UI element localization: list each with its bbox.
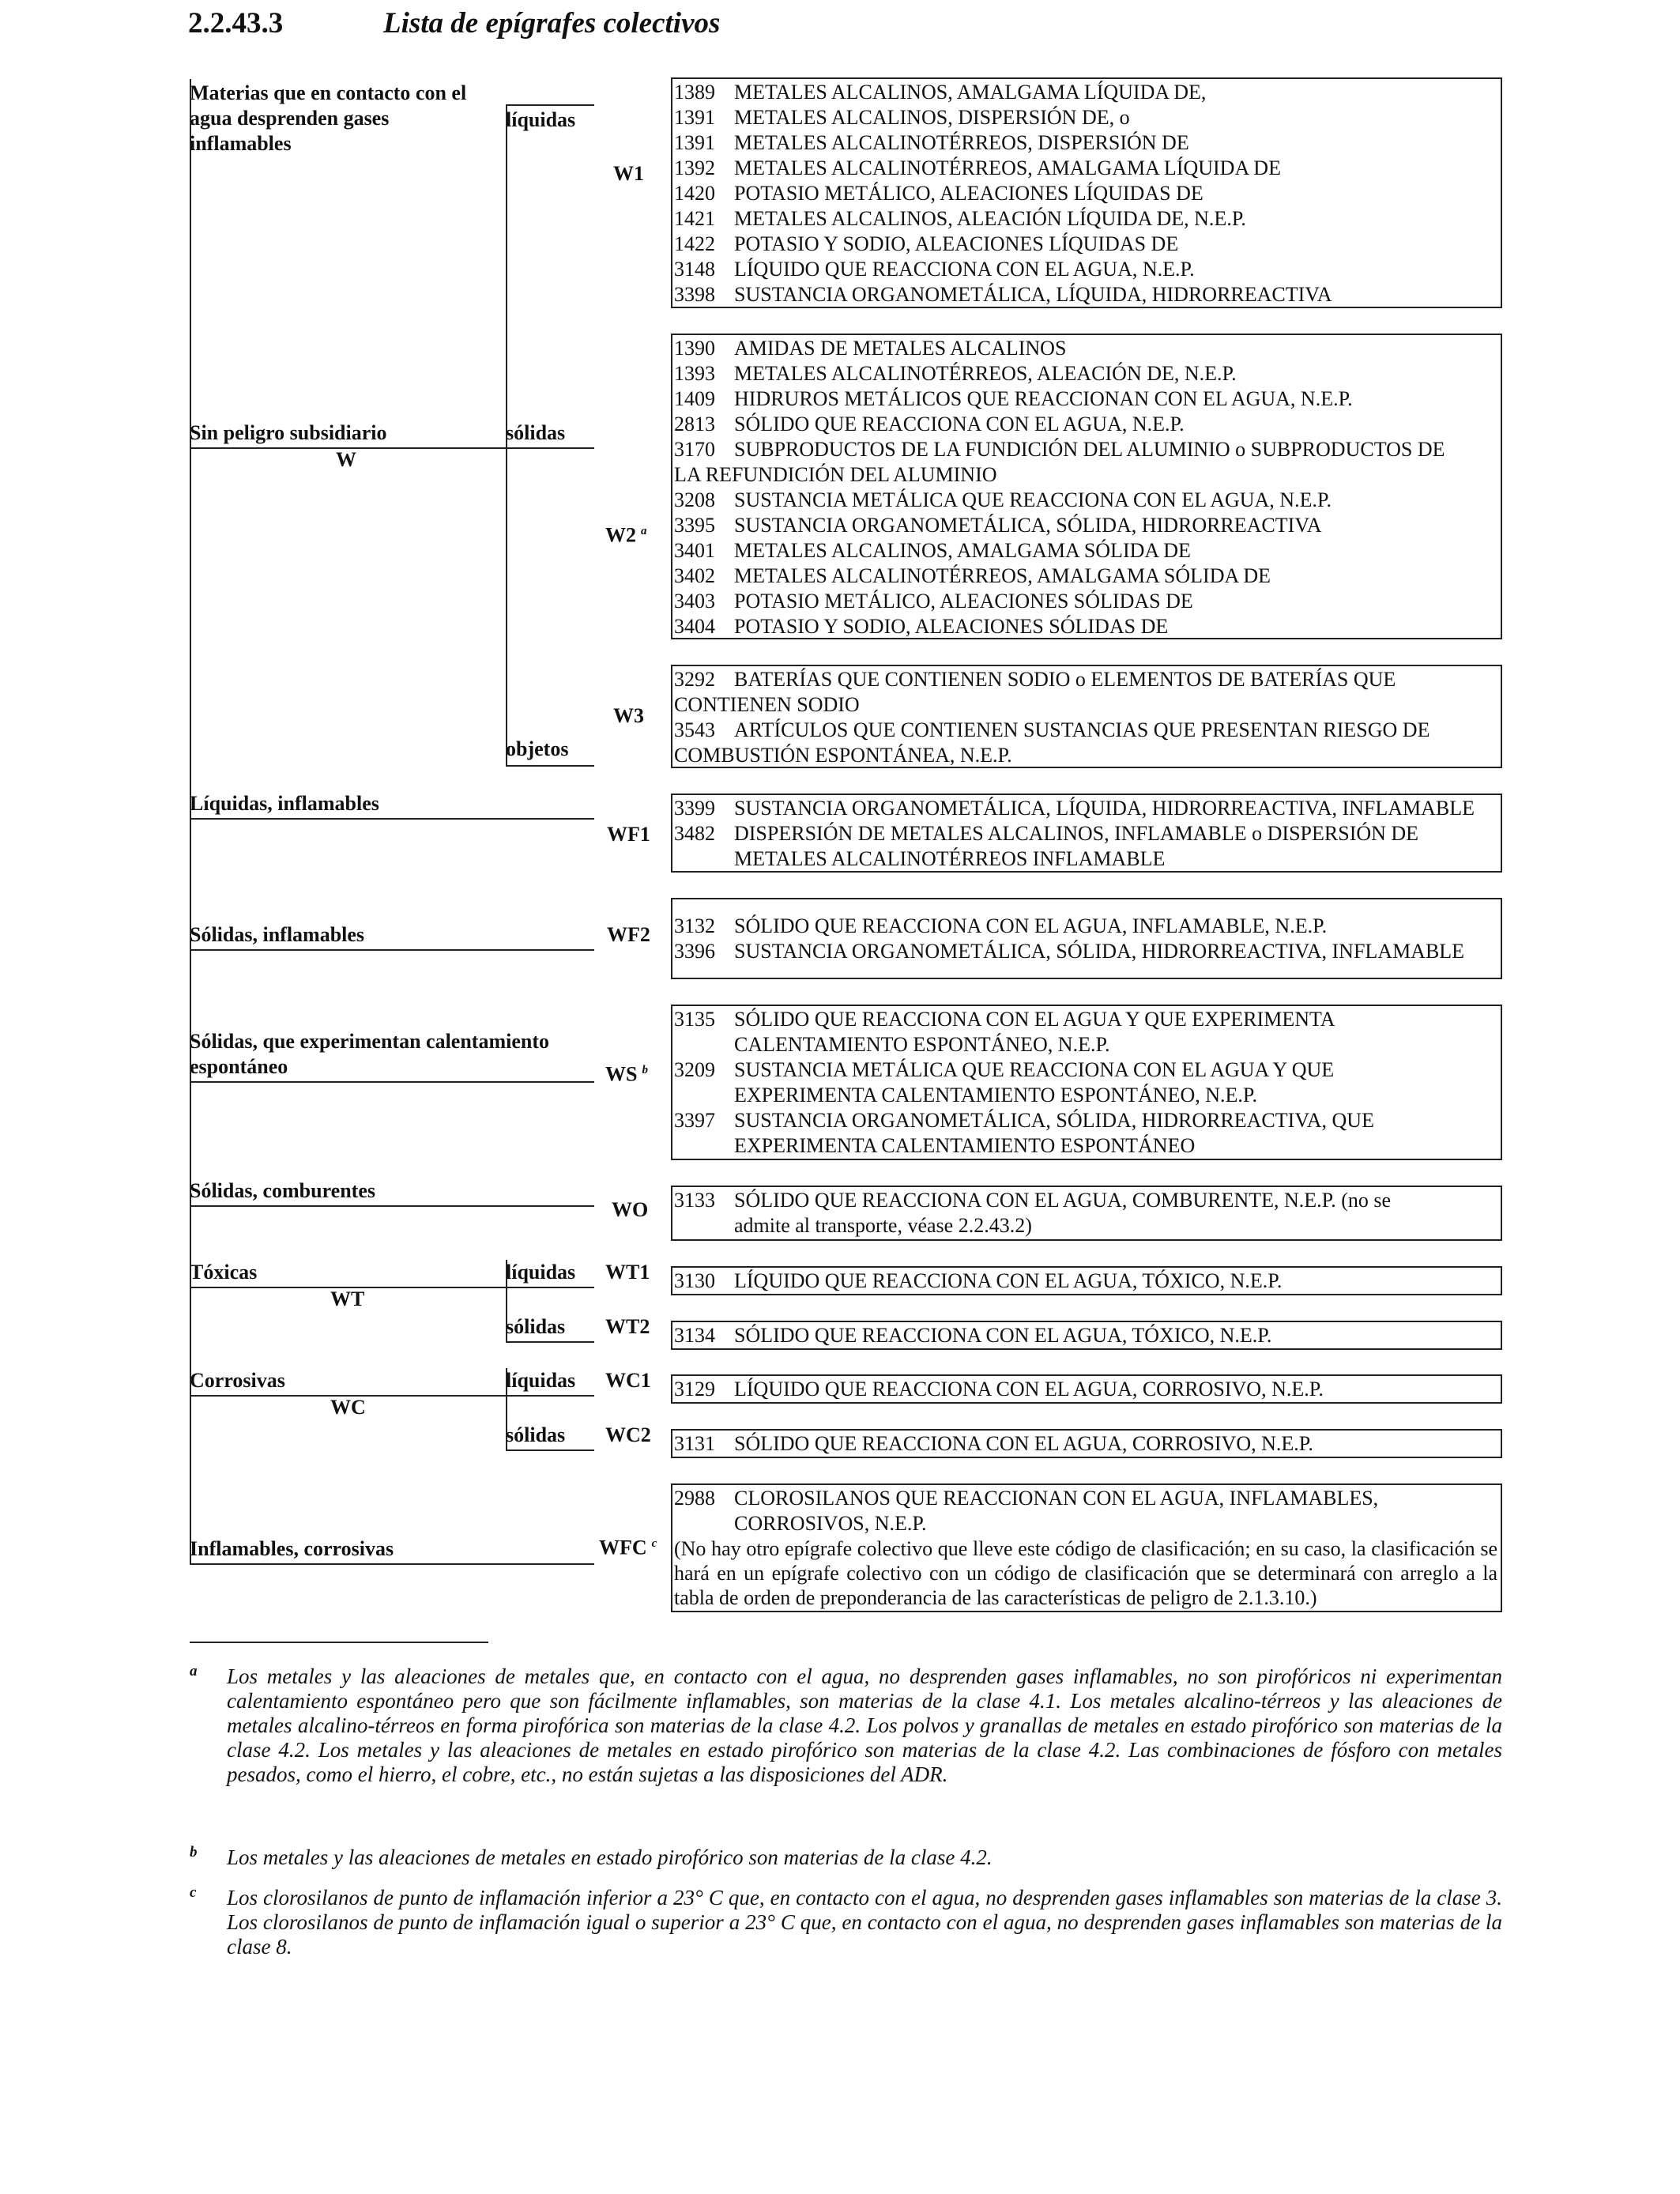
entry-row (674, 796, 1501, 821)
un-number: 3397 (674, 1109, 715, 1132)
entry-text: SÓLIDO QUE REACCIONA CON EL AGUA, TÓXICO, N.E.P. (734, 1324, 1272, 1347)
box-ws (671, 1005, 1502, 1160)
entry-row (674, 914, 1501, 939)
entry-text: METALES ALCALINOTÉRREOS INFLAMABLE (734, 847, 1166, 870)
un-number: 3209 (674, 1058, 715, 1081)
entry-text: POTASIO METÁLICO, ALEACIONES LÍQUIDAS DE (734, 182, 1203, 205)
un-number: 3130 (674, 1269, 715, 1292)
entry-row (674, 939, 1501, 964)
entry-row (674, 1323, 1501, 1348)
solidas-calentamiento-label-1: Sólidas, que experimentan calentamiento (190, 1030, 549, 1053)
entry-text: AMIDAS DE METALES ALCALINOS (734, 337, 1067, 360)
entry-row (674, 1431, 1501, 1457)
wfc-note: (No hay otro epígrafe colectivo que lleve este código de clasificación; en su caso, la clasificación se hará en un epígrafe colectivo con un código de clasificación que se determinará con arreglo a la tabla de orden de preponderancia de las características de peligro de 2.1.3.10.) (674, 1537, 1497, 1609)
entry-row (674, 821, 1501, 846)
code-wc2: WC2 (605, 1423, 651, 1446)
code-w2: W2 $^a$ (605, 523, 647, 547)
entry-text: CLOROSILANOS QUE REACCIONAN CON EL AGUA, INFLAMABLES, (734, 1487, 1379, 1510)
tree-w-trunk (506, 104, 507, 767)
footnote-a-mark: a (190, 1663, 198, 1679)
un-number: 1422 (674, 232, 715, 255)
un-number: 2813 (674, 413, 715, 435)
entry-row (674, 846, 1501, 872)
entry-row (674, 589, 1501, 614)
footnote-c: Los clorosilanos de punto de inflamación inferior a 23° C que, en contacto con el agua, no desprenden gases inflamables son materias de la clase 3. Los clorosilanos de punto de inflamación igual o superior a 23° C que, en contacto con el agua, no desprenden gases inflamables son materias de la clase 8. (227, 1886, 1502, 1958)
un-number: 3135 (674, 1008, 715, 1031)
corrosivas-liquidas-label: líquidas (506, 1369, 576, 1392)
code-wfc: WFC $^c$ (599, 1536, 657, 1559)
entry-row (674, 1486, 1497, 1511)
w-solidas-label: sólidas (506, 421, 566, 444)
code-wo: WO (612, 1198, 649, 1221)
un-number: 3131 (674, 1432, 715, 1455)
toxicas-solidas-label: sólidas (506, 1315, 566, 1338)
entry-row (674, 1377, 1501, 1402)
solidas-inflamables-label: Sólidas, inflamables (190, 923, 365, 946)
entry-row (674, 1083, 1501, 1108)
footnote-ref-c: c (651, 1537, 657, 1550)
un-number: 1421 (674, 207, 715, 230)
entry-row (674, 1511, 1497, 1536)
entry-text: SUSTANCIA METÁLICA QUE REACCIONA CON EL AGUA, N.E.P. (734, 488, 1332, 511)
un-number: 3401 (674, 539, 715, 562)
un-number: 3148 (674, 258, 715, 281)
un-number: 3170 (674, 438, 715, 461)
tree-w-liquidas-line (506, 104, 594, 106)
entry-row (674, 718, 1501, 743)
wt-class-label: WT (330, 1287, 365, 1310)
entry-text: POTASIO Y SODIO, ALEACIONES LÍQUIDAS DE (734, 232, 1179, 255)
entry-row (674, 1032, 1501, 1057)
entry-text: DISPERSIÓN DE METALES ALCALINOS, INFLAMABLE o DISPERSIÓN DE (734, 822, 1419, 845)
entry-text: METALES ALCALINOTÉRREOS, ALEACIÓN DE, N.E.P. (734, 362, 1237, 385)
un-number: 2988 (674, 1487, 715, 1510)
entry-row (674, 614, 1501, 639)
un-number: 1409 (674, 387, 715, 410)
box-w3 (671, 665, 1502, 768)
tree-wc2-line (506, 1449, 594, 1451)
entry-row (674, 462, 1501, 488)
entry-row (674, 1133, 1501, 1159)
entry-row (674, 105, 1501, 130)
un-number: 3399 (674, 797, 715, 820)
entry-text: SÓLIDO QUE REACCIONA CON EL AGUA, CORROSIVO, N.E.P. (734, 1432, 1313, 1455)
un-number: 3129 (674, 1378, 715, 1400)
entry-row (674, 564, 1501, 589)
entry-text: METALES ALCALINOS, AMALGAMA SÓLIDA DE (734, 539, 1191, 562)
footnote-ref-a: a (641, 525, 647, 537)
un-number: 3482 (674, 822, 715, 845)
entry-text: LÍQUIDO QUE REACCIONA CON EL AGUA, N.E.P. (734, 258, 1195, 281)
un-number: 1389 (674, 81, 715, 104)
tree-w-solidas-line (506, 447, 594, 449)
entry-row (674, 386, 1501, 412)
code-w1: W1 (613, 162, 644, 185)
entry-row (674, 282, 1501, 307)
entry-row (674, 412, 1501, 437)
tree-solidas-inflamables-line (190, 949, 594, 951)
tree-toxicas-line (190, 1287, 506, 1288)
un-number: 3403 (674, 590, 715, 613)
entry-text: SUBPRODUCTOS DE LA FUNDICIÓN DEL ALUMINIO o SUBPRODUCTOS DE (734, 438, 1445, 461)
root-label-line3: inflamables (190, 132, 292, 155)
box-w1 (671, 77, 1502, 308)
code-wt2: WT2 (605, 1315, 650, 1338)
entry-row (674, 488, 1501, 513)
tree-solidas-calentamiento-line (190, 1081, 594, 1083)
entry-text: CALENTAMIENTO ESPONTÁNEO, N.E.P. (734, 1033, 1110, 1056)
entry-row (674, 1007, 1501, 1032)
entry-text: METALES ALCALINOTÉRREOS, AMALGAMA LÍQUIDA DE (734, 156, 1281, 179)
section-title: Lista de epígrafes colectivos (383, 7, 721, 40)
un-number: 3398 (674, 283, 715, 306)
tree-sin-peligro-line (190, 447, 506, 449)
tree-inflamables-corrosivas-line (190, 1563, 594, 1565)
un-number: 3402 (674, 564, 715, 587)
entry-text: SUSTANCIA METÁLICA QUE REACCIONA CON EL AGUA Y QUE (734, 1058, 1335, 1081)
wc-class-label: WC (330, 1396, 366, 1419)
entry-text: ARTÍCULOS QUE CONTIENEN SUSTANCIAS QUE PRESENTAN RIESGO DE (734, 718, 1430, 741)
root-label-line2: agua desprenden gases (190, 107, 390, 130)
entry-text: HIDRUROS METÁLICOS QUE REACCIONAN CON EL AGUA, N.E.P. (734, 387, 1353, 410)
entry-text: POTASIO Y SODIO, ALEACIONES SÓLIDAS DE (734, 615, 1169, 638)
entry-row (674, 1188, 1501, 1213)
tree-wc-trunk (506, 1368, 507, 1450)
code-ws: WS $^b$ (605, 1062, 648, 1086)
w-liquidas-label: líquidas (506, 108, 576, 131)
corrosivas-solidas-label: sólidas (506, 1423, 566, 1446)
entry-row (674, 538, 1501, 564)
entry-row (674, 437, 1501, 462)
entry-row (674, 181, 1501, 206)
entry-text: METALES ALCALINOS, ALEACIÓN LÍQUIDA DE, N.E.P. (734, 207, 1246, 230)
solidas-calentamiento-label-2: espontáneo (190, 1055, 288, 1078)
un-number: 1391 (674, 131, 715, 154)
entry-text: METALES ALCALINOS, DISPERSIÓN DE, o (734, 106, 1130, 129)
code-w3: W3 (613, 704, 644, 727)
toxicas-label: Tóxicas (190, 1261, 258, 1284)
w-objetos-label: objetos (506, 737, 569, 760)
root-label-line1: Materias que en contacto con el (190, 81, 467, 104)
inflamables-corrosivas-label: Inflamables, corrosivas (190, 1537, 394, 1560)
entry-row (674, 336, 1501, 361)
box-wfc (671, 1483, 1502, 1612)
solidas-comburentes-label: Sólidas, comburentes (190, 1179, 375, 1202)
tree-solidas-comburentes-line (190, 1205, 594, 1207)
entry-row (674, 80, 1501, 105)
entry-text: LÍQUIDO QUE REACCIONA CON EL AGUA, TÓXICO, N.E.P. (734, 1269, 1283, 1292)
un-number: 1392 (674, 156, 715, 179)
un-number: 1393 (674, 362, 715, 385)
entry-row (674, 667, 1501, 692)
un-number: 3132 (674, 914, 715, 937)
entry-row (674, 1269, 1501, 1294)
box-wo (671, 1186, 1502, 1241)
code-wt1: WT1 (605, 1261, 650, 1284)
footnote-b: Los metales y las aleaciones de metales en estado pirofórico son materias de la clase 4.2. (227, 1845, 993, 1869)
tree-w-objetos-line (506, 765, 594, 767)
code-wc1: WC1 (605, 1369, 651, 1392)
box-wt2 (671, 1321, 1502, 1350)
entry-text: SUSTANCIA ORGANOMETÁLICA, SÓLIDA, HIDRORREACTIVA, QUE (734, 1109, 1374, 1132)
entry-text: METALES ALCALINOS, AMALGAMA LÍQUIDA DE, (734, 81, 1207, 104)
footnote-c-mark: c (190, 1884, 197, 1901)
code-wf2: WF2 (607, 923, 650, 946)
entry-row (674, 130, 1501, 156)
entry-row (674, 257, 1501, 282)
entry-text: SUSTANCIA ORGANOMETÁLICA, SÓLIDA, HIDRORREACTIVA, INFLAMABLE (734, 940, 1465, 963)
toxicas-liquidas-label: líquidas (506, 1261, 576, 1284)
code-wf1: WF1 (607, 823, 650, 846)
entry-text: LA REFUNDICIÓN DEL ALUMINIO (674, 463, 997, 486)
entry-text: CORROSIVOS, N.E.P. (734, 1512, 927, 1535)
footnote-ref-b: b (642, 1064, 648, 1076)
tree-wt1-line (506, 1287, 594, 1288)
box-wc1 (671, 1374, 1502, 1404)
un-number: 1391 (674, 106, 715, 129)
footnote-b-mark: b (190, 1844, 198, 1860)
box-wf1 (671, 794, 1502, 873)
un-number: 3133 (674, 1189, 715, 1212)
box-wc2 (671, 1429, 1502, 1458)
un-number: 3208 (674, 488, 715, 511)
un-number: 3543 (674, 718, 715, 741)
tree-liquidas-inflamables-line (190, 818, 594, 820)
tree-main-trunk (190, 79, 191, 1565)
entry-row (674, 692, 1501, 718)
corrosivas-label: Corrosivas (190, 1369, 285, 1392)
entry-text: SUSTANCIA ORGANOMETÁLICA, LÍQUIDA, HIDRORREACTIVA, INFLAMABLE (734, 797, 1475, 820)
entry-row (674, 743, 1501, 768)
entry-row (674, 361, 1501, 386)
entry-text: EXPERIMENTA CALENTAMIENTO ESPONTÁNEO, N.E.P. (734, 1084, 1257, 1106)
footnote-a: Los metales y las aleaciones de metales que, en contacto con el agua, no desprenden gases inflamables, no son pirofóricos ni experimentan calentamiento espontáneo pero que son fácilmente inflamables, son materias de la clase 4.1. Los metales alcalino-térreos y las aleaciones de metales alcalino-térreos en forma pirofórica son materias de la clase 4.2. Los polvos y granallas de metales en estado pirofórico son materias de la clase 4.2. Los metales y las aleaciones de metales en estado pirofórico son materias de la clase 4.2. Las combinaciones de fósforo con metales pesados, como el hierro, el cobre, etc., no están sujetas a las disposiciones del ADR. (227, 1664, 1502, 1786)
section-number: 2.2.43.3 (188, 7, 284, 40)
entry-text: admite al transporte, véase 2.2.43.2) (734, 1214, 1032, 1237)
entry-row (674, 232, 1501, 257)
entry-text: METALES ALCALINOTÉRREOS, AMALGAMA SÓLIDA DE (734, 564, 1271, 587)
w-class-label: W (336, 448, 356, 471)
entry-text: EXPERIMENTA CALENTAMIENTO ESPONTÁNEO (734, 1134, 1196, 1157)
entry-text: SÓLIDO QUE REACCIONA CON EL AGUA, INFLAMABLE, N.E.P. (734, 914, 1328, 937)
entry-row (674, 206, 1501, 232)
un-number: 3134 (674, 1324, 715, 1347)
entry-text: SUSTANCIA ORGANOMETÁLICA, SÓLIDA, HIDRORREACTIVA (734, 514, 1322, 537)
entry-text: SÓLIDO QUE REACCIONA CON EL AGUA Y QUE EXPERIMENTA (734, 1008, 1335, 1031)
tree-wc1-line (506, 1395, 594, 1397)
un-number: 3395 (674, 514, 715, 537)
entry-text: COMBUSTIÓN ESPONTÁNEA, N.E.P. (674, 744, 1012, 767)
tree-wt-trunk (506, 1260, 507, 1342)
entry-text: LÍQUIDO QUE REACCIONA CON EL AGUA, CORROSIVO, N.E.P. (734, 1378, 1324, 1400)
entry-row (674, 1057, 1501, 1083)
un-number: 3396 (674, 940, 715, 963)
liquidas-inflamables-label: Líquidas, inflamables (190, 792, 379, 815)
un-number: 3404 (674, 615, 715, 638)
entry-text: BATERÍAS QUE CONTIENEN SODIO o ELEMENTOS DE BATERÍAS QUE (734, 668, 1396, 691)
entry-text: POTASIO METÁLICO, ALEACIONES SÓLIDAS DE (734, 590, 1193, 613)
entry-text: METALES ALCALINOTÉRREOS, DISPERSIÓN DE (734, 131, 1189, 154)
un-number: 1420 (674, 182, 715, 205)
entry-row (674, 156, 1501, 181)
entry-row (674, 1213, 1501, 1238)
tree-wt2-line (506, 1341, 594, 1343)
box-wt1 (671, 1266, 1502, 1295)
box-wf2 (671, 898, 1502, 979)
un-number: 3292 (674, 668, 715, 691)
entry-text: SÓLIDO QUE REACCIONA CON EL AGUA, COMBURENTE, N.E.P. (no se (734, 1189, 1392, 1212)
entry-row (674, 513, 1501, 538)
entry-text: SÓLIDO QUE REACCIONA CON EL AGUA, N.E.P. (734, 413, 1185, 435)
tree-corrosivas-line (190, 1395, 506, 1397)
un-number: 1390 (674, 337, 715, 360)
entry-row (674, 1108, 1501, 1133)
sin-peligro-label: Sin peligro subsidiario (190, 421, 387, 444)
footnote-separator (190, 1642, 488, 1643)
entry-text: CONTIENEN SODIO (674, 693, 860, 716)
entry-text: SUSTANCIA ORGANOMETÁLICA, LÍQUIDA, HIDRORREACTIVA (734, 283, 1332, 306)
box-w2 (671, 334, 1502, 639)
